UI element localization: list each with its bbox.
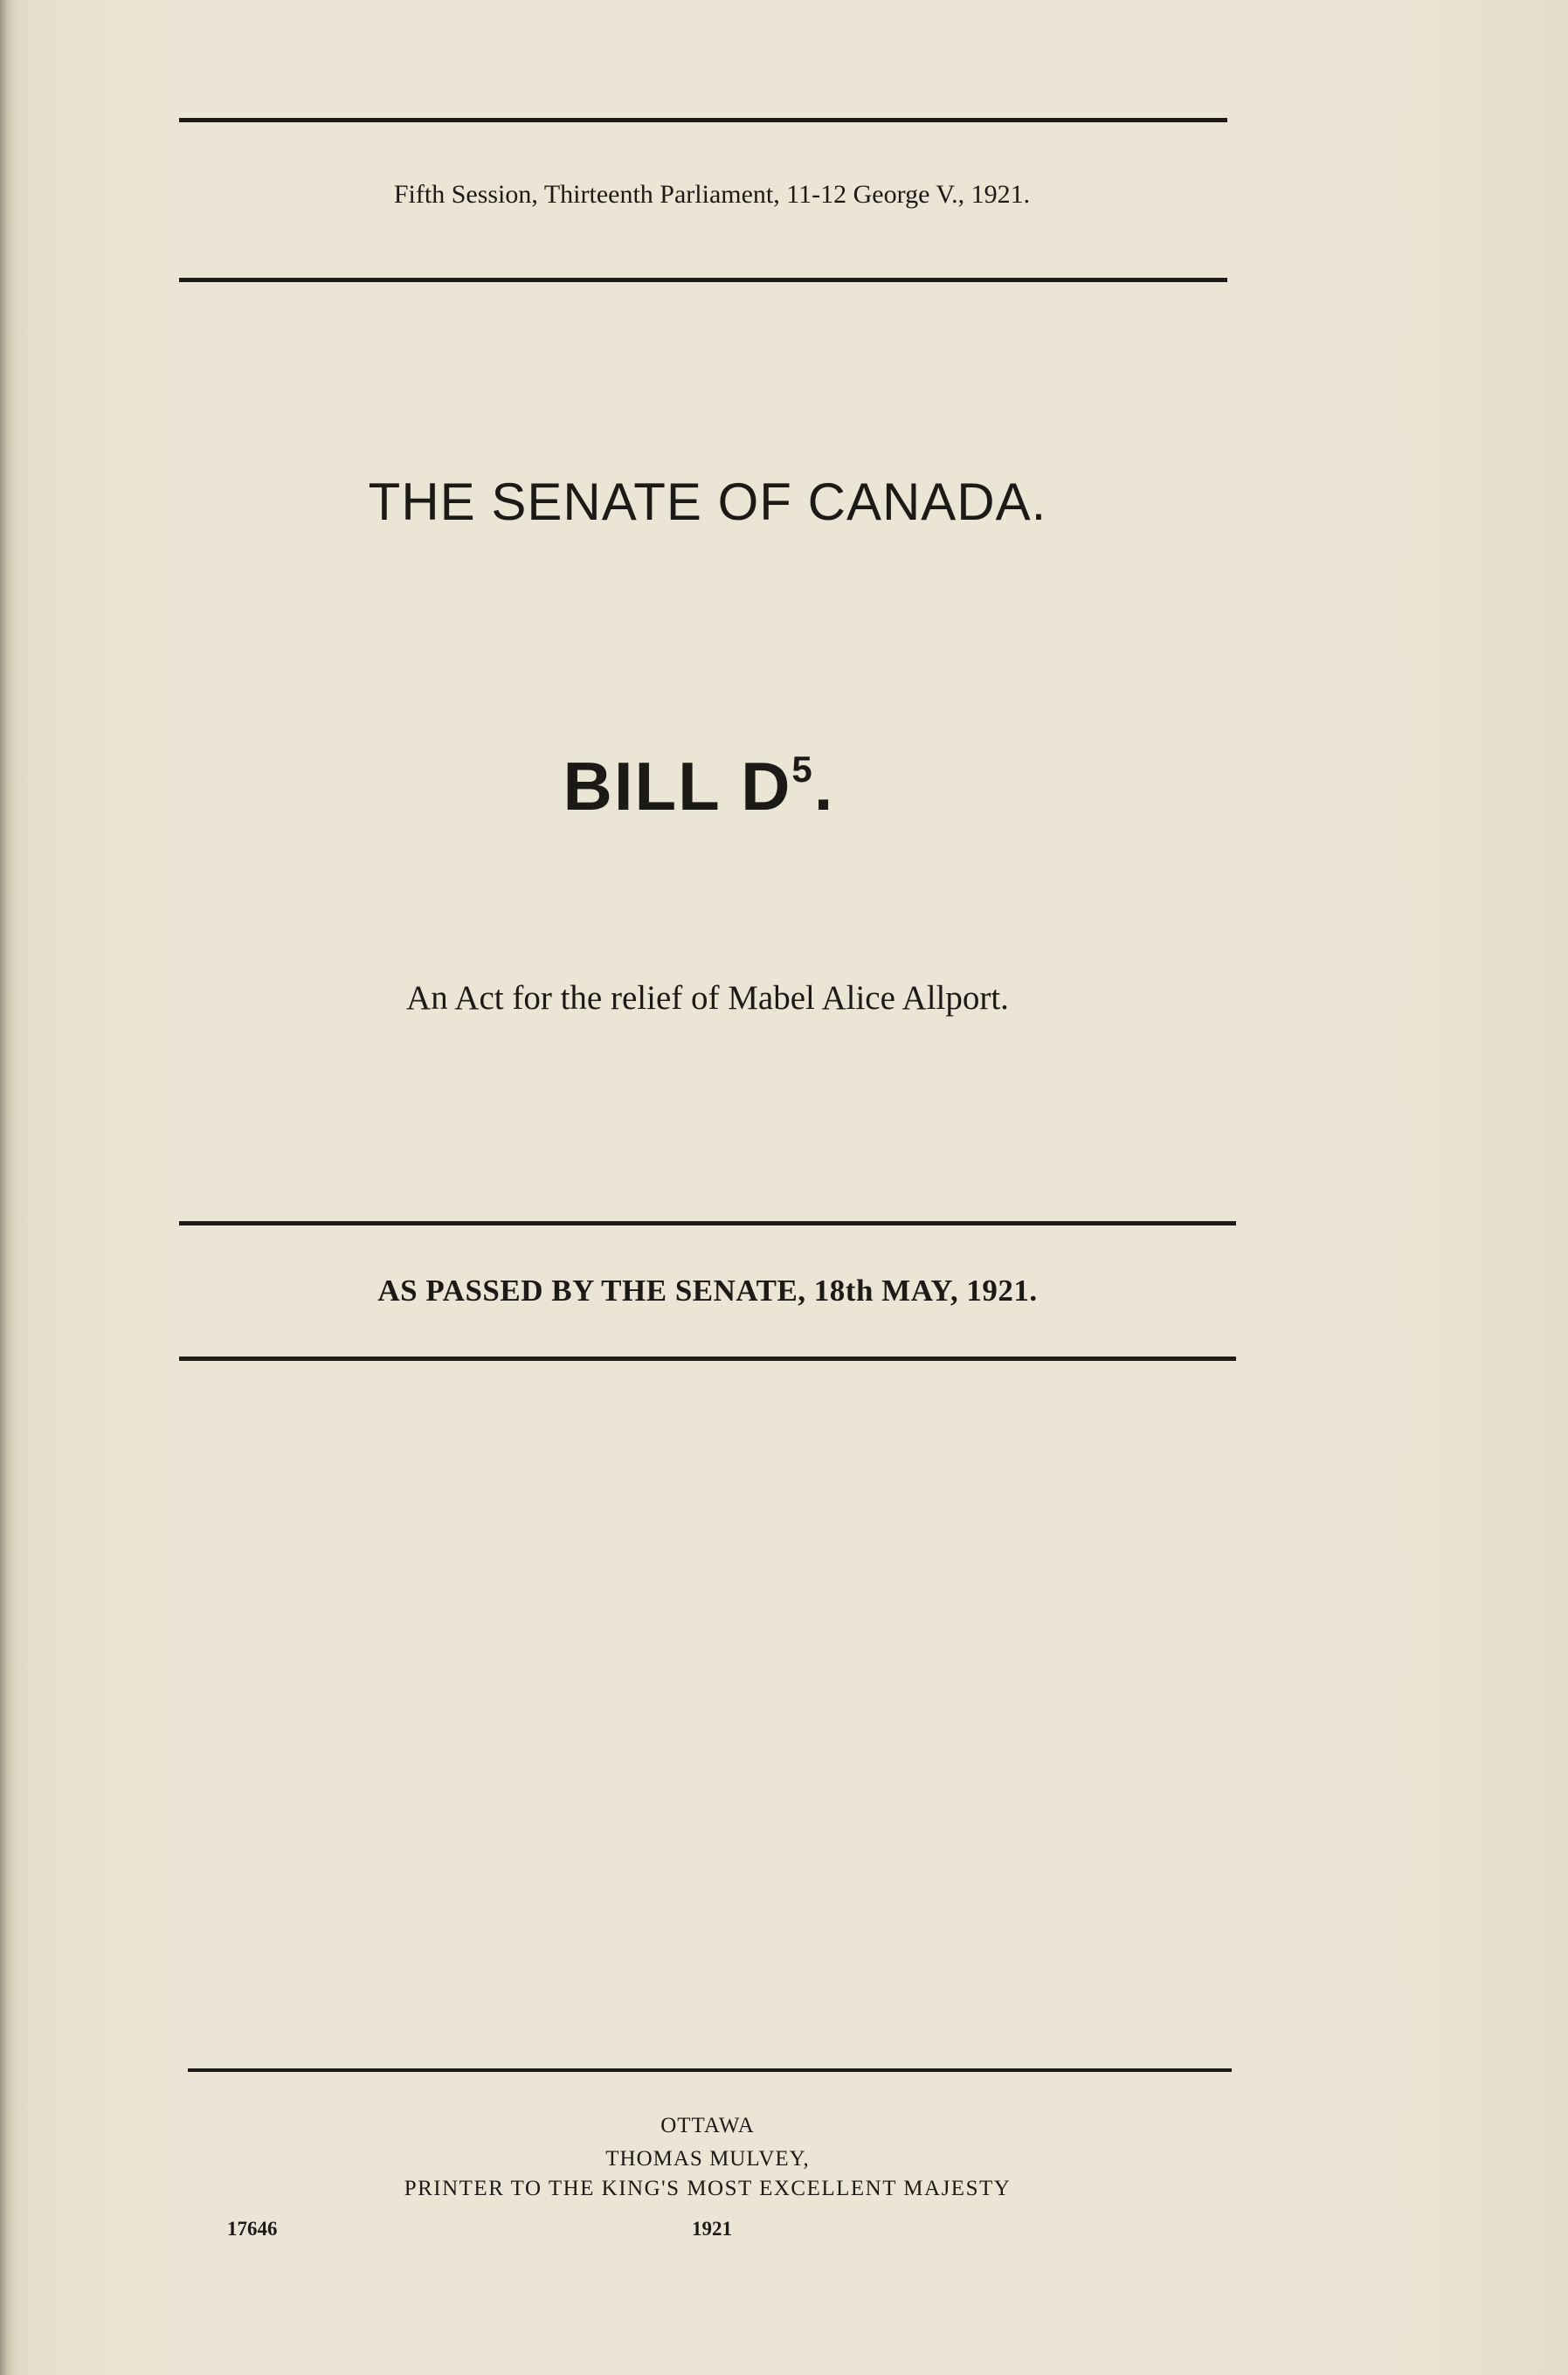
act-title: An Act for the relief of Mabel Alice Allport. bbox=[406, 979, 1009, 1017]
bill-number bbox=[437, 747, 961, 826]
print-code: 17646 bbox=[227, 2218, 278, 2240]
passed-top-rule bbox=[179, 1221, 1236, 1225]
imprint-city: OTTAWA bbox=[660, 2114, 755, 2137]
bill-label: BILL D bbox=[563, 748, 792, 825]
imprint-printer-title: PRINTER TO THE KING'S MOST EXCELLENT MAJESTY bbox=[404, 2177, 1012, 2200]
passed-bottom-rule bbox=[179, 1357, 1236, 1361]
imprint-printer: THOMAS MULVEY, bbox=[605, 2147, 810, 2171]
passed-line: AS PASSED BY THE SENATE, 18th MAY, 1921. bbox=[377, 1274, 1038, 1308]
senate-heading: THE SENATE OF CANADA. bbox=[368, 473, 1047, 531]
imprint-top-rule bbox=[188, 2068, 1232, 2072]
top-rule bbox=[179, 118, 1227, 122]
header-bottom-rule bbox=[179, 278, 1227, 282]
bill-period: . bbox=[813, 748, 835, 825]
bill-superscript: 5 bbox=[791, 749, 814, 790]
session-line: Fifth Session, Thirteenth Parliament, 11-12 George V., 1921. bbox=[393, 180, 1031, 209]
imprint-year: 1921 bbox=[692, 2218, 732, 2240]
page-binding-edge bbox=[0, 0, 14, 2375]
